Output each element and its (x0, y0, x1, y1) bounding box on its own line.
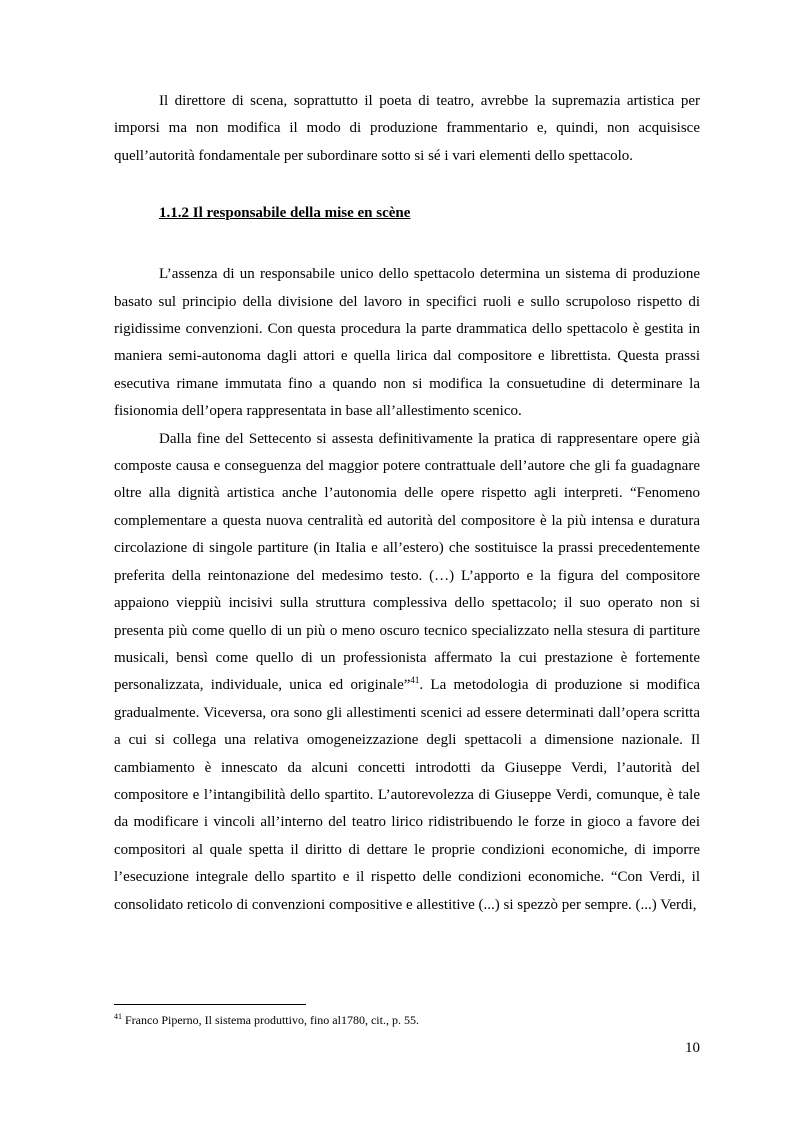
paragraph-assenza: L’assenza di un responsabile unico dello spettacolo determina un sistema di produzione basato sul principio della divisione del lavoro in specifici ruoli e sullo scrupoloso rispetto di rigidissime convenzioni. Con questa procedura la parte drammatica dello spettacolo è gestita in maniera semi-autonoma dagli attori e quella lirica dal compositore e librettista. Questa prassi esecutiva rimane immutata fino a quando non si modifica la consuetudine di determinare la fisionomia dell’opera rappresentata in base all’allestimento scenico. (114, 266, 700, 420)
paragraph-settecento (114, 426, 700, 919)
footnote-number: 41 (114, 1012, 122, 1021)
paragraph-intro: Il direttore di scena, soprattutto il poeta di teatro, avrebbe la supremazia artistica per imporsi ma non modifica il modo di produzione frammentario e, quindi, non acquisisce quell’autorità fondamentale per subordinare sotto si sé i vari elementi dello spettacolo. (114, 93, 700, 164)
footnote (114, 1012, 700, 1028)
footnote-divider (114, 1004, 306, 1005)
page-number: 10 (685, 1040, 700, 1056)
footnote-reference: 41 (410, 675, 420, 686)
section-heading: 1.1.2 Il responsabile della mise en scène (159, 205, 411, 222)
paragraph-settecento-part1: Dalla fine del Settecento si assesta definitivamente la pratica di rappresentare opere già composte causa e conseguenza del maggior potere contrattuale dell’autore che gli fa guadagnare oltre alla dignità artistica anche l’autonomia delle opere rispetto agli interpreti. “Fenomeno complementare a questa nuova centralità ed autorità del compositore è la più intensa e duratura circolazione di singole partiture (in Italia e all’estero) che sostituisce la prassi precedentemente preferita della reintonazione del medesimo testo. (…) L’apporto e la figura del compositore appaiono vieppiù incisivi sulla struttura complessiva dello spettacolo; il suo operato non si presenta più come quello di un più o meno oscuro tecnico specializzato nella stesura di partiture musicali, bensì come quello di un professionista affermato la cui prestazione è fortemente personalizzata, individuale, unica ed originale” (114, 430, 700, 694)
footnote-text: Franco Piperno, Il sistema produttivo, fino al1780, cit., p. 55. (122, 1013, 419, 1027)
paragraph-settecento-part2: . La metodologia di produzione si modifica gradualmente. Viceversa, ora sono gli allestimenti scenici ad essere determinati dall’opera scritta a cui si collega una relativa omogeneizzazione degli spettacoli a dimensione nazionale. Il cambiamento è innescato da alcuni concetti introdotti da Giuseppe Verdi, l’autorità del compositore e l’intangibilità dello spartito. L’autorevolezza di Giuseppe Verdi, comunque, è tale da modificare i vincoli all’interno del teatro lirico ridistribuendo le forze in gioco a favore dei compositori al quale spetta il diritto di dettare le proprie condizioni economiche, di imporre l’esecuzione integrale dello spartito e il rispetto delle condizioni economiche. “Con Verdi, il consolidato reticolo di convenzioni compositive e allestitive (...) si spezzò per sempre. (...) Verdi, (114, 677, 700, 913)
page-body (114, 88, 700, 919)
